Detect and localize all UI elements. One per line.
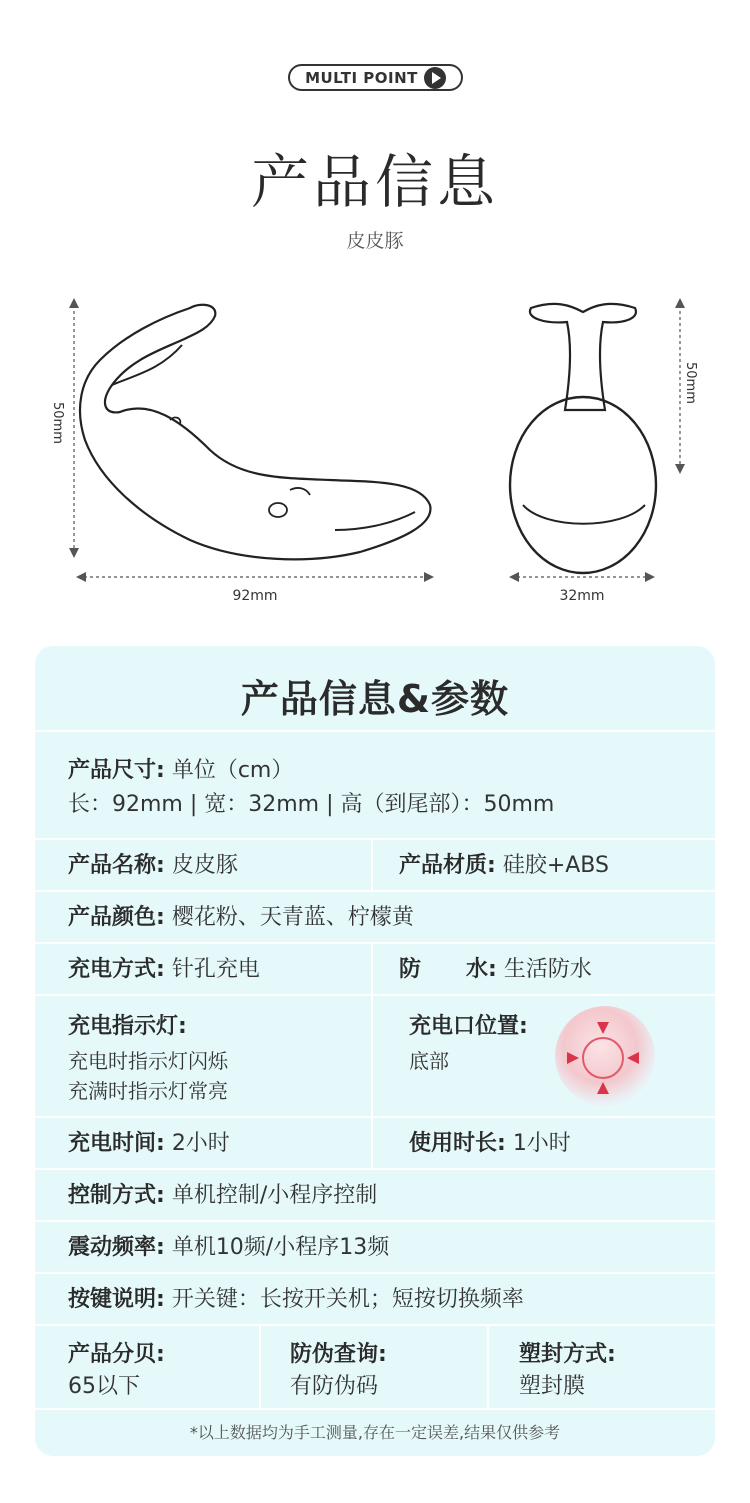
arrow-left-icon xyxy=(627,1052,639,1064)
freq-value: 单机10频/小程序13频 xyxy=(171,1235,390,1260)
dolphin-front-view xyxy=(495,290,710,620)
dolphin-front-body xyxy=(510,397,656,573)
charge-time-value: 2小时 xyxy=(171,1131,230,1156)
arrow-right-icon xyxy=(424,572,434,582)
waterproof-label-a: 防 xyxy=(399,957,422,982)
arrow-right-icon xyxy=(567,1052,579,1064)
material-label: 产品材质: xyxy=(399,853,496,878)
control-label: 控制方式: xyxy=(68,1183,165,1208)
page-title: 产品信息 xyxy=(250,148,499,216)
front-height-label: 50mm xyxy=(683,362,698,404)
port-label: 充电口位置: xyxy=(409,1014,528,1039)
play-icon xyxy=(424,67,446,89)
params-panel xyxy=(35,646,715,1456)
side-height-label: 50mm xyxy=(50,402,65,444)
waterproof-value: 生活防水 xyxy=(503,957,592,982)
charge-method-label: 充电方式: xyxy=(68,957,165,982)
arrow-left-icon xyxy=(76,572,86,582)
use-time-value: 1小时 xyxy=(512,1131,571,1156)
dolphin-front-mouth xyxy=(523,505,645,524)
anti-counterfeit-value: 有防伪码 xyxy=(290,1374,379,1399)
arrow-right-icon xyxy=(645,572,655,582)
row-times xyxy=(35,1116,715,1168)
size-label: 产品尺寸: xyxy=(68,758,165,783)
brand-badge xyxy=(288,64,463,91)
params-title: 产品信息&参数 xyxy=(240,677,510,721)
dolphin-side-view xyxy=(40,290,460,620)
port-value: 底部 xyxy=(409,1049,449,1073)
row-db-anti-seal xyxy=(35,1324,715,1410)
arrow-up-icon xyxy=(69,298,79,308)
freq-label: 震动频率: xyxy=(68,1235,165,1260)
row-name-material xyxy=(35,838,715,890)
color-value: 樱花粉、天青蓝、柠檬黄 xyxy=(171,905,414,930)
arrow-down-icon xyxy=(597,1022,609,1034)
charge-method-value: 针孔充电 xyxy=(171,957,260,982)
arrow-down-icon xyxy=(69,548,79,558)
anti-counterfeit-label: 防伪查询: xyxy=(290,1342,387,1367)
seal-label: 塑封方式: xyxy=(519,1342,616,1367)
waterproof-label-b: 水: xyxy=(466,957,497,982)
dolphin-eye xyxy=(269,503,287,517)
use-time-label: 使用时长: xyxy=(409,1131,506,1156)
color-label: 产品颜色: xyxy=(68,905,165,930)
dolphin-eyelash xyxy=(290,488,310,495)
row-frequency xyxy=(35,1220,715,1272)
front-width-label: 32mm xyxy=(559,588,605,604)
port-highlight-circle xyxy=(583,1038,623,1078)
dolphin-fin-line xyxy=(112,345,182,385)
seal-value: 塑封膜 xyxy=(519,1374,586,1399)
dolphin-body-outline xyxy=(80,305,430,560)
arrow-left-icon xyxy=(509,572,519,582)
button-value: 开关键：长按开关机；短按切换频率 xyxy=(171,1287,524,1312)
arrow-down-icon xyxy=(675,464,685,474)
row-size xyxy=(35,730,715,838)
row-charge-water xyxy=(35,942,715,994)
arrow-up-icon xyxy=(675,298,685,308)
row-color xyxy=(35,890,715,942)
row-button xyxy=(35,1272,715,1324)
db-value: 65以下 xyxy=(68,1374,140,1399)
button-label: 按键说明: xyxy=(68,1287,165,1312)
size-unit: 单位（cm） xyxy=(171,758,294,783)
control-value: 单机控制/小程序控制 xyxy=(171,1183,378,1208)
brand-badge-text: MULTI POINT xyxy=(305,68,418,87)
row-control xyxy=(35,1168,715,1220)
indicator-label: 充电指示灯: xyxy=(68,1014,187,1039)
indicator-line2: 充满时指示灯常亮 xyxy=(68,1079,228,1103)
size-detail: 长：92mm | 宽：32mm | 高（到尾部）：50mm xyxy=(68,792,555,817)
dolphin-tail xyxy=(530,304,636,410)
name-label: 产品名称: xyxy=(68,853,165,878)
side-length-label: 92mm xyxy=(232,588,278,604)
footnote: *以上数据均为手工测量,存在一定误差,结果仅供参考 xyxy=(189,1423,561,1442)
db-label: 产品分贝: xyxy=(68,1342,165,1367)
indicator-line1: 充电时指示灯闪烁 xyxy=(68,1049,228,1073)
charge-port-arrows xyxy=(555,1006,655,1106)
product-subtitle: 皮皮豚 xyxy=(346,230,404,252)
material-value: 硅胶+ABS xyxy=(502,853,609,878)
name-value: 皮皮豚 xyxy=(171,853,238,878)
arrow-up-icon xyxy=(597,1082,609,1094)
charge-time-label: 充电时间: xyxy=(68,1131,165,1156)
dolphin-mouth-line xyxy=(335,512,415,530)
